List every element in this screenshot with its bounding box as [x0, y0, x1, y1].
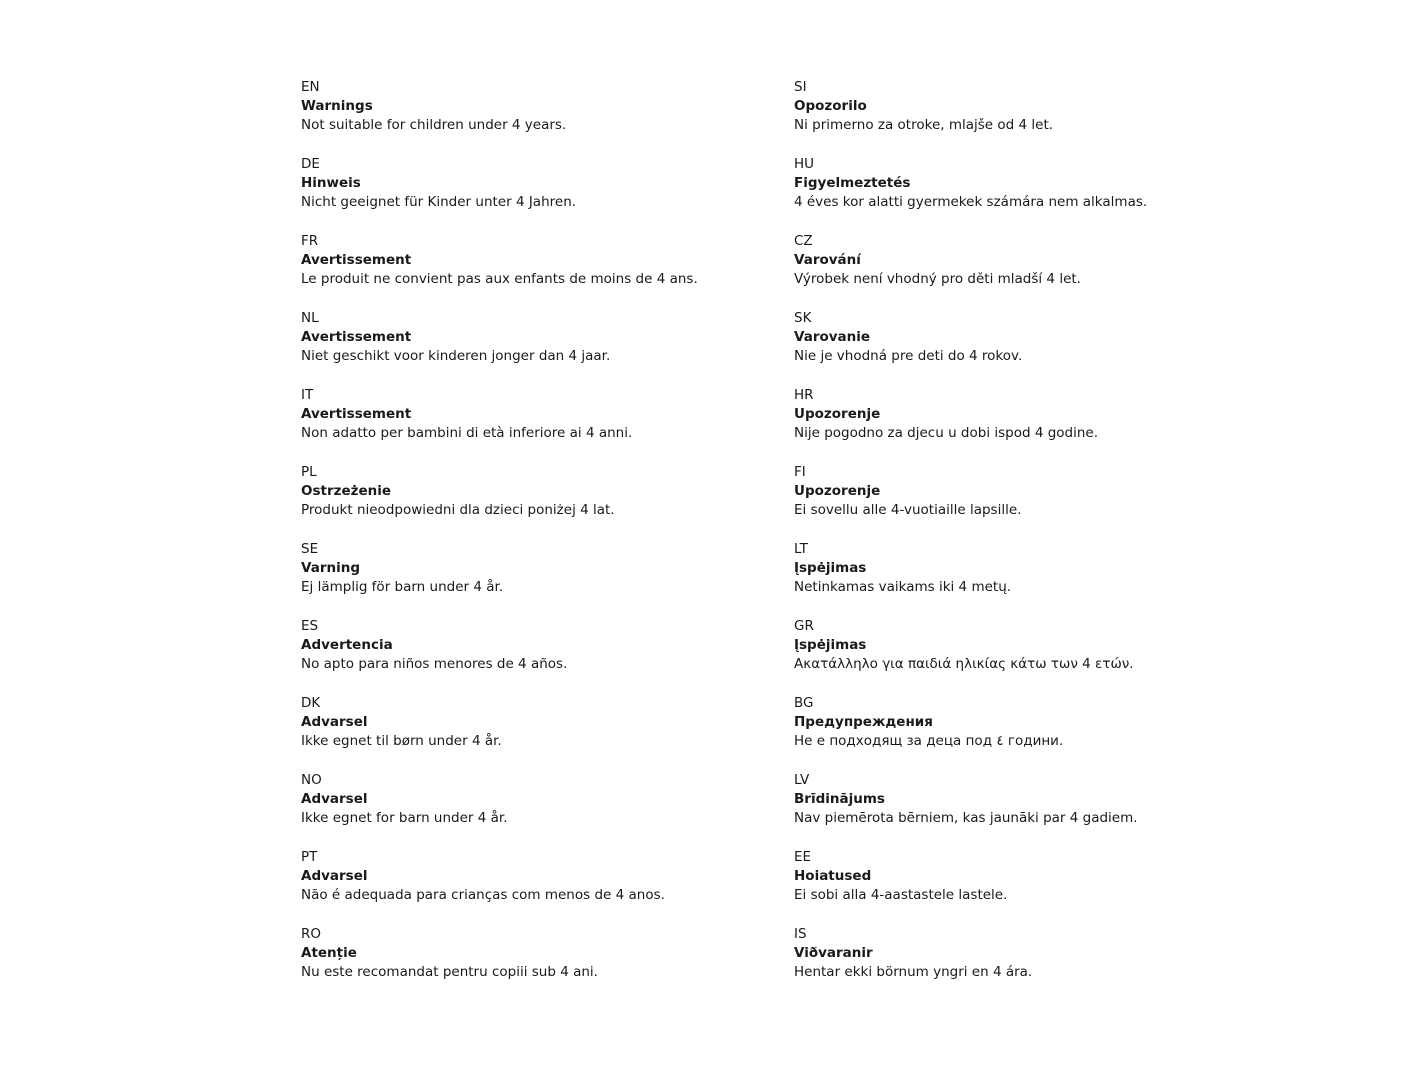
warning-title: Advertencia	[301, 637, 393, 654]
warning-text: Nu este recomandat pentru copiii sub 4 ani.	[301, 964, 598, 981]
warning-entry	[794, 232, 1354, 309]
warning-entry	[794, 617, 1354, 694]
language-code: IS	[794, 926, 807, 942]
language-code: LV	[794, 772, 810, 788]
warning-entry	[301, 694, 771, 771]
warning-text: Hentar ekki börnum yngri en 4 ára.	[794, 964, 1033, 981]
warning-title: Įspėjimas	[794, 560, 867, 577]
language-code: FI	[794, 464, 806, 480]
warning-title: Figyelmeztetés	[794, 175, 911, 192]
warning-entry	[301, 309, 771, 386]
warning-text: Non adatto per bambini di età inferiore ai 4 anni.	[301, 425, 633, 442]
warning-title: Varování	[794, 252, 861, 269]
warning-title: Įspėjimas	[794, 637, 867, 654]
warning-text: Nie je vhodná pre deti do 4 rokov.	[794, 348, 1023, 365]
warning-text: Ikke egnet til børn under 4 år.	[301, 733, 502, 750]
warning-text: Not suitable for children under 4 years.	[301, 117, 567, 134]
language-code: SI	[794, 79, 807, 95]
warning-entry	[301, 848, 771, 925]
warning-entry	[301, 925, 771, 1002]
warning-text: Ακατάλληλο για παιδιά ηλικίας κάτω των 4 ετών.	[794, 656, 1134, 673]
warning-text: Produkt nieodpowiedni dla dzieci poniżej 4 lat.	[301, 502, 615, 519]
warning-entry	[794, 925, 1354, 1002]
language-code: RO	[301, 926, 322, 942]
warning-title: Avertissement	[301, 252, 412, 269]
warning-title: Предупреждения	[794, 714, 933, 731]
language-code: PL	[301, 464, 317, 480]
warning-text: Výrobek není vhodný pro děti mladší 4 let.	[794, 271, 1081, 288]
warning-text: Nicht geeignet für Kinder unter 4 Jahren.	[301, 194, 577, 211]
warning-title: Avertissement	[301, 406, 412, 423]
warning-text: No apto para niños menores de 4 años.	[301, 656, 568, 673]
warning-entry	[794, 848, 1354, 925]
language-code: ES	[301, 618, 319, 634]
warning-entry	[301, 540, 771, 617]
language-code: DK	[301, 695, 321, 711]
warning-title: Atenție	[301, 945, 357, 962]
language-code: GR	[794, 618, 814, 634]
warning-text: 4 éves kor alatti gyermekek számára nem alkalmas.	[794, 194, 1148, 211]
warning-entry	[794, 386, 1354, 463]
warning-entry	[301, 155, 771, 232]
warning-entry	[794, 694, 1354, 771]
warning-entry	[794, 463, 1354, 540]
language-code: SE	[301, 541, 319, 557]
warning-entry	[794, 771, 1354, 848]
warning-entry	[301, 463, 771, 540]
warning-text: Ikke egnet for barn under 4 år.	[301, 810, 508, 827]
language-code: EN	[301, 79, 320, 95]
language-code: IT	[301, 387, 314, 403]
warning-title: Varovanie	[794, 329, 871, 346]
language-code: HR	[794, 387, 814, 403]
warning-entry	[301, 78, 771, 155]
warning-title: Advarsel	[301, 868, 368, 885]
language-code: FR	[301, 233, 319, 249]
warning-title: Opozorilo	[794, 98, 867, 115]
language-code: PT	[301, 849, 318, 865]
language-code: EE	[794, 849, 812, 865]
language-code: NO	[301, 772, 322, 788]
warning-text: Ej lämplig för barn under 4 år.	[301, 579, 504, 596]
warning-title: Avertissement	[301, 329, 412, 346]
warning-text: Nav piemērota bērniem, kas jaunāki par 4 gadiem.	[794, 810, 1138, 827]
warning-text: Netinkamas vaikams iki 4 metų.	[794, 579, 1012, 596]
warning-entry	[794, 155, 1354, 232]
warning-title: Varning	[301, 560, 360, 577]
language-code: LT	[794, 541, 808, 557]
language-code: HU	[794, 156, 815, 172]
warning-text: Nije pogodno za djecu u dobi ispod 4 godine.	[794, 425, 1099, 442]
warning-title: Upozorenje	[794, 406, 881, 423]
language-code: BG	[794, 695, 814, 711]
warning-entry	[794, 78, 1354, 155]
warning-title: Hinweis	[301, 175, 361, 192]
warning-title: Ostrzeżenie	[301, 483, 392, 500]
warning-text: Não é adequada para crianças com menos de 4 anos.	[301, 887, 665, 904]
warning-title: Advarsel	[301, 791, 368, 808]
warning-entry	[301, 232, 771, 309]
warning-text: Le produit ne convient pas aux enfants de moins de 4 ans.	[301, 271, 698, 288]
warning-title: Brīdinājums	[794, 791, 885, 808]
language-code: CZ	[794, 233, 813, 249]
warning-entry	[301, 617, 771, 694]
warning-entry	[301, 771, 771, 848]
warnings-column-left	[301, 78, 771, 1002]
warning-title: Advarsel	[301, 714, 368, 731]
warning-text: Не е подходящ за деца под ٤ години.	[794, 733, 1064, 750]
warning-text: Ei sovellu alle 4-vuotiaille lapsille.	[794, 502, 1022, 519]
warning-title: Warnings	[301, 98, 373, 115]
warning-title: Viðvaranir	[794, 945, 873, 962]
warnings-column-right	[794, 78, 1354, 1002]
warning-text: Niet geschikt voor kinderen jonger dan 4 jaar.	[301, 348, 611, 365]
language-code: SK	[794, 310, 812, 326]
warning-entry	[794, 540, 1354, 617]
language-code: DE	[301, 156, 320, 172]
warning-entry	[794, 309, 1354, 386]
warning-text: Ei sobi alla 4-aastastele lastele.	[794, 887, 1008, 904]
warning-title: Hoiatused	[794, 868, 872, 885]
warning-text: Ni primerno za otroke, mlajše od 4 let.	[794, 117, 1054, 134]
warning-entry	[301, 386, 771, 463]
warning-title: Upozorenje	[794, 483, 881, 500]
language-code: NL	[301, 310, 319, 326]
